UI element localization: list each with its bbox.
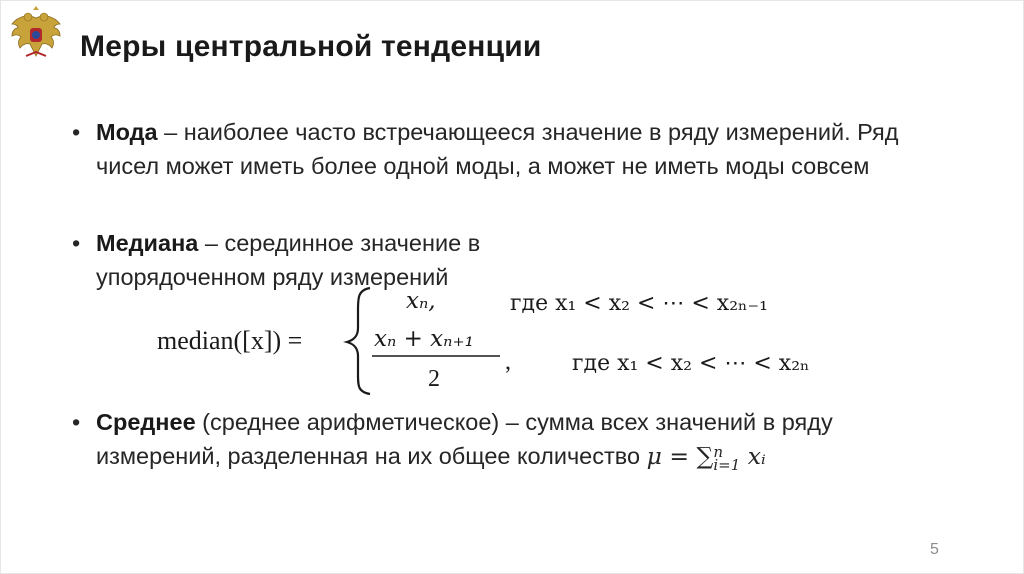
sum-lower: i=1 [713, 456, 741, 474]
bullet-marker: • [72, 119, 81, 145]
case2-denominator: 2 [428, 366, 440, 392]
definition-median: – серединное значение в упорядоченном ряду измерений [96, 230, 481, 290]
double-headed-eagle-emblem-icon [6, 6, 66, 66]
bullet-marker: • [72, 230, 81, 256]
bullet-marker: • [72, 409, 81, 435]
mean-formula [646, 442, 766, 474]
case1-value: xₙ, [406, 288, 436, 314]
sum-upper: n [713, 443, 723, 461]
sum-term: xᵢ [747, 442, 766, 470]
term-mean: Среднее [96, 409, 196, 435]
mean-equals: = [669, 442, 690, 470]
page-number: 5 [930, 541, 939, 558]
term-median: Медиана [96, 230, 199, 256]
case2-condition: где x₁ < x₂ < ⋯ < x₂ₙ [572, 351, 810, 376]
case1-condition: где x₁ < x₂ < ⋯ < x₂ₙ₋₁ [510, 291, 768, 316]
formula-lhs: median([x]) = [157, 326, 303, 355]
sigma-icon: ∑ [696, 442, 714, 470]
definition-mode: – наиболее часто встречающееся значение в ряду измерений. Ряд чисел может иметь более одной моды, а может не иметь моды совсем [96, 119, 899, 179]
definition-mean: (среднее арифметическое) – сумма всех значений в ряду измерений, разделенная на их общее количество [96, 409, 833, 469]
mean-mu: μ [646, 442, 662, 470]
case2-numerator: xₙ + xₙ₊₁ [374, 326, 474, 352]
page-title: Меры центральной тенденции [80, 30, 542, 63]
term-mode: Мода [96, 119, 158, 145]
case2-comma: , [505, 349, 511, 375]
